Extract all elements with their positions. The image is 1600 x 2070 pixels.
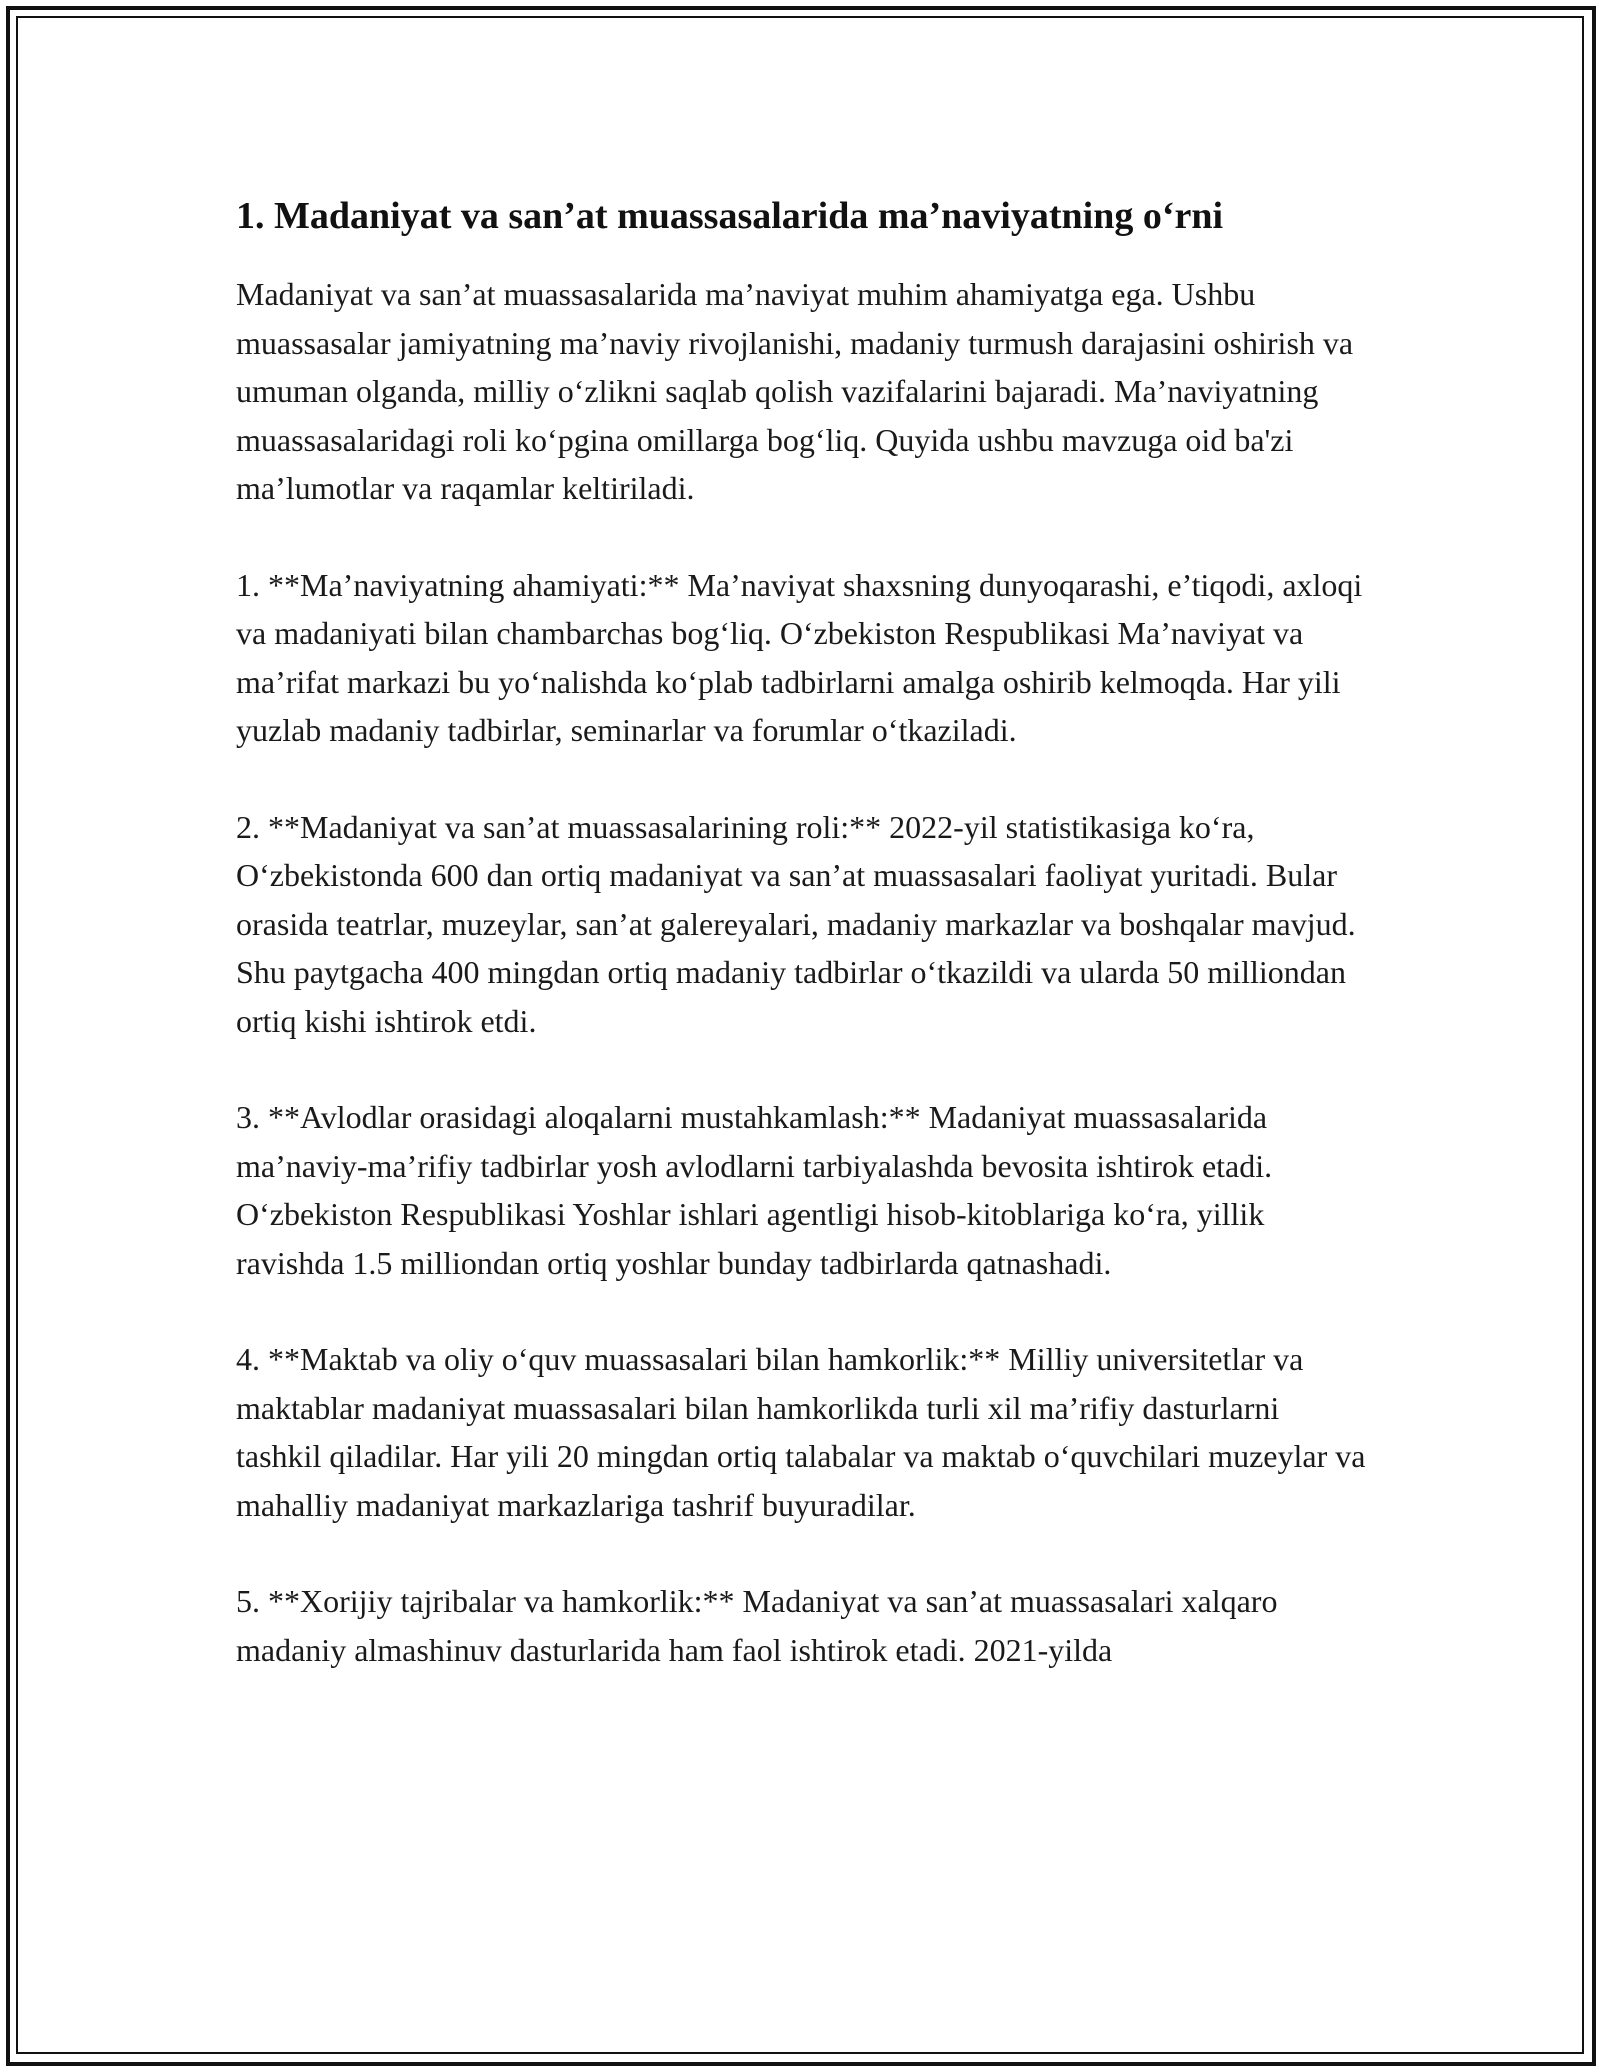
list-item-paragraph: 2. **Madaniyat va san’at muassasalarining roli:** 2022-yil statistikasiga ko‘ra, O‘zbekistonda 600 dan ortiq madaniyat va san’at muassasalari faoliyat yuritadi. Bular orasida teatrlar, muzeylar, san’at galereyalari, madaniy markazlar va boshqalar mavjud. Shu paytgacha 400 mingdan ortiq madaniy tadbirlar o‘tkazildi va ularda 50 milliondan ortiq kishi ishtirok etdi.	[236, 808, 1356, 1039]
list-item-paragraph: 3. **Avlodlar orasidagi aloqalarni mustahkamlash:** Madaniyat muassasalarida ma’naviy-ma’rifiy tadbirlar yosh avlodlarni tarbiyalashda bevosita ishtirok etadi. O‘zbekiston Respublikasi Yoshlar ishlari agentligi hisob-kitoblariga ko‘ra, yillik ravishda 1.5 milliondan ortiq yoshlar bunday tadbirlarda qatnashadi.	[236, 1099, 1273, 1281]
list-item-paragraph: 4. **Maktab va oliy o‘quv muassasalari bilan hamkorlik:** Milliy universitetlar va maktablar madaniyat muassasalari bilan hamkorlikda turli xil ma’rifiy dasturlarni tashkil qiladilar. Har yili 20 mingdan ortiq talabalar va maktab o‘quvchilari muzeylar va mahalliy madaniyat markazlariga tashrif buyuradilar.	[236, 1341, 1366, 1523]
list-item-paragraph: 5. **Xorijiy tajribalar va hamkorlik:** Madaniyat va san’at muassasalari xalqaro madaniy almashinuv dasturlarida ham faol ishtirok etadi. 2021-yilda	[236, 1583, 1278, 1668]
list-item-paragraph: 1. **Ma’naviyatning ahamiyati:** Ma’naviyat shaxsning dunyoqarashi, e’tiqodi, axloqi va madaniyati bilan chambarchas bog‘liq. O‘zbekiston Respublikasi Ma’naviyat va ma’rifat markazi bu yo‘nalishda ko‘plab tadbirlarni amalga oshirib kelmoqda. Har yili yuzlab madaniy tadbirlar, seminarlar va forumlar o‘tkaziladi.	[236, 566, 1363, 748]
document-body	[236, 190, 1366, 1674]
section-heading: 1. Madaniyat va san’at muassasalarida ma’naviyatning o‘rni	[236, 195, 1224, 237]
intro-paragraph: Madaniyat va san’at muassasalarida ma’naviyat muhim ahamiyatga ega. Ushbu muassasalar jamiyatning ma’naviy rivojlanishi, madaniy turmush darajasini oshirish va umuman olganda, milliy o‘zlikni saqlab qolish vazifalarini bajaradi. Ma’naviyatning muassasalaridagi roli ko‘pgina omillarga bog‘liq. Quyida ushbu mavzuga oid ba'zi ma’lumotlar va raqamlar keltiriladi.	[236, 276, 1354, 506]
